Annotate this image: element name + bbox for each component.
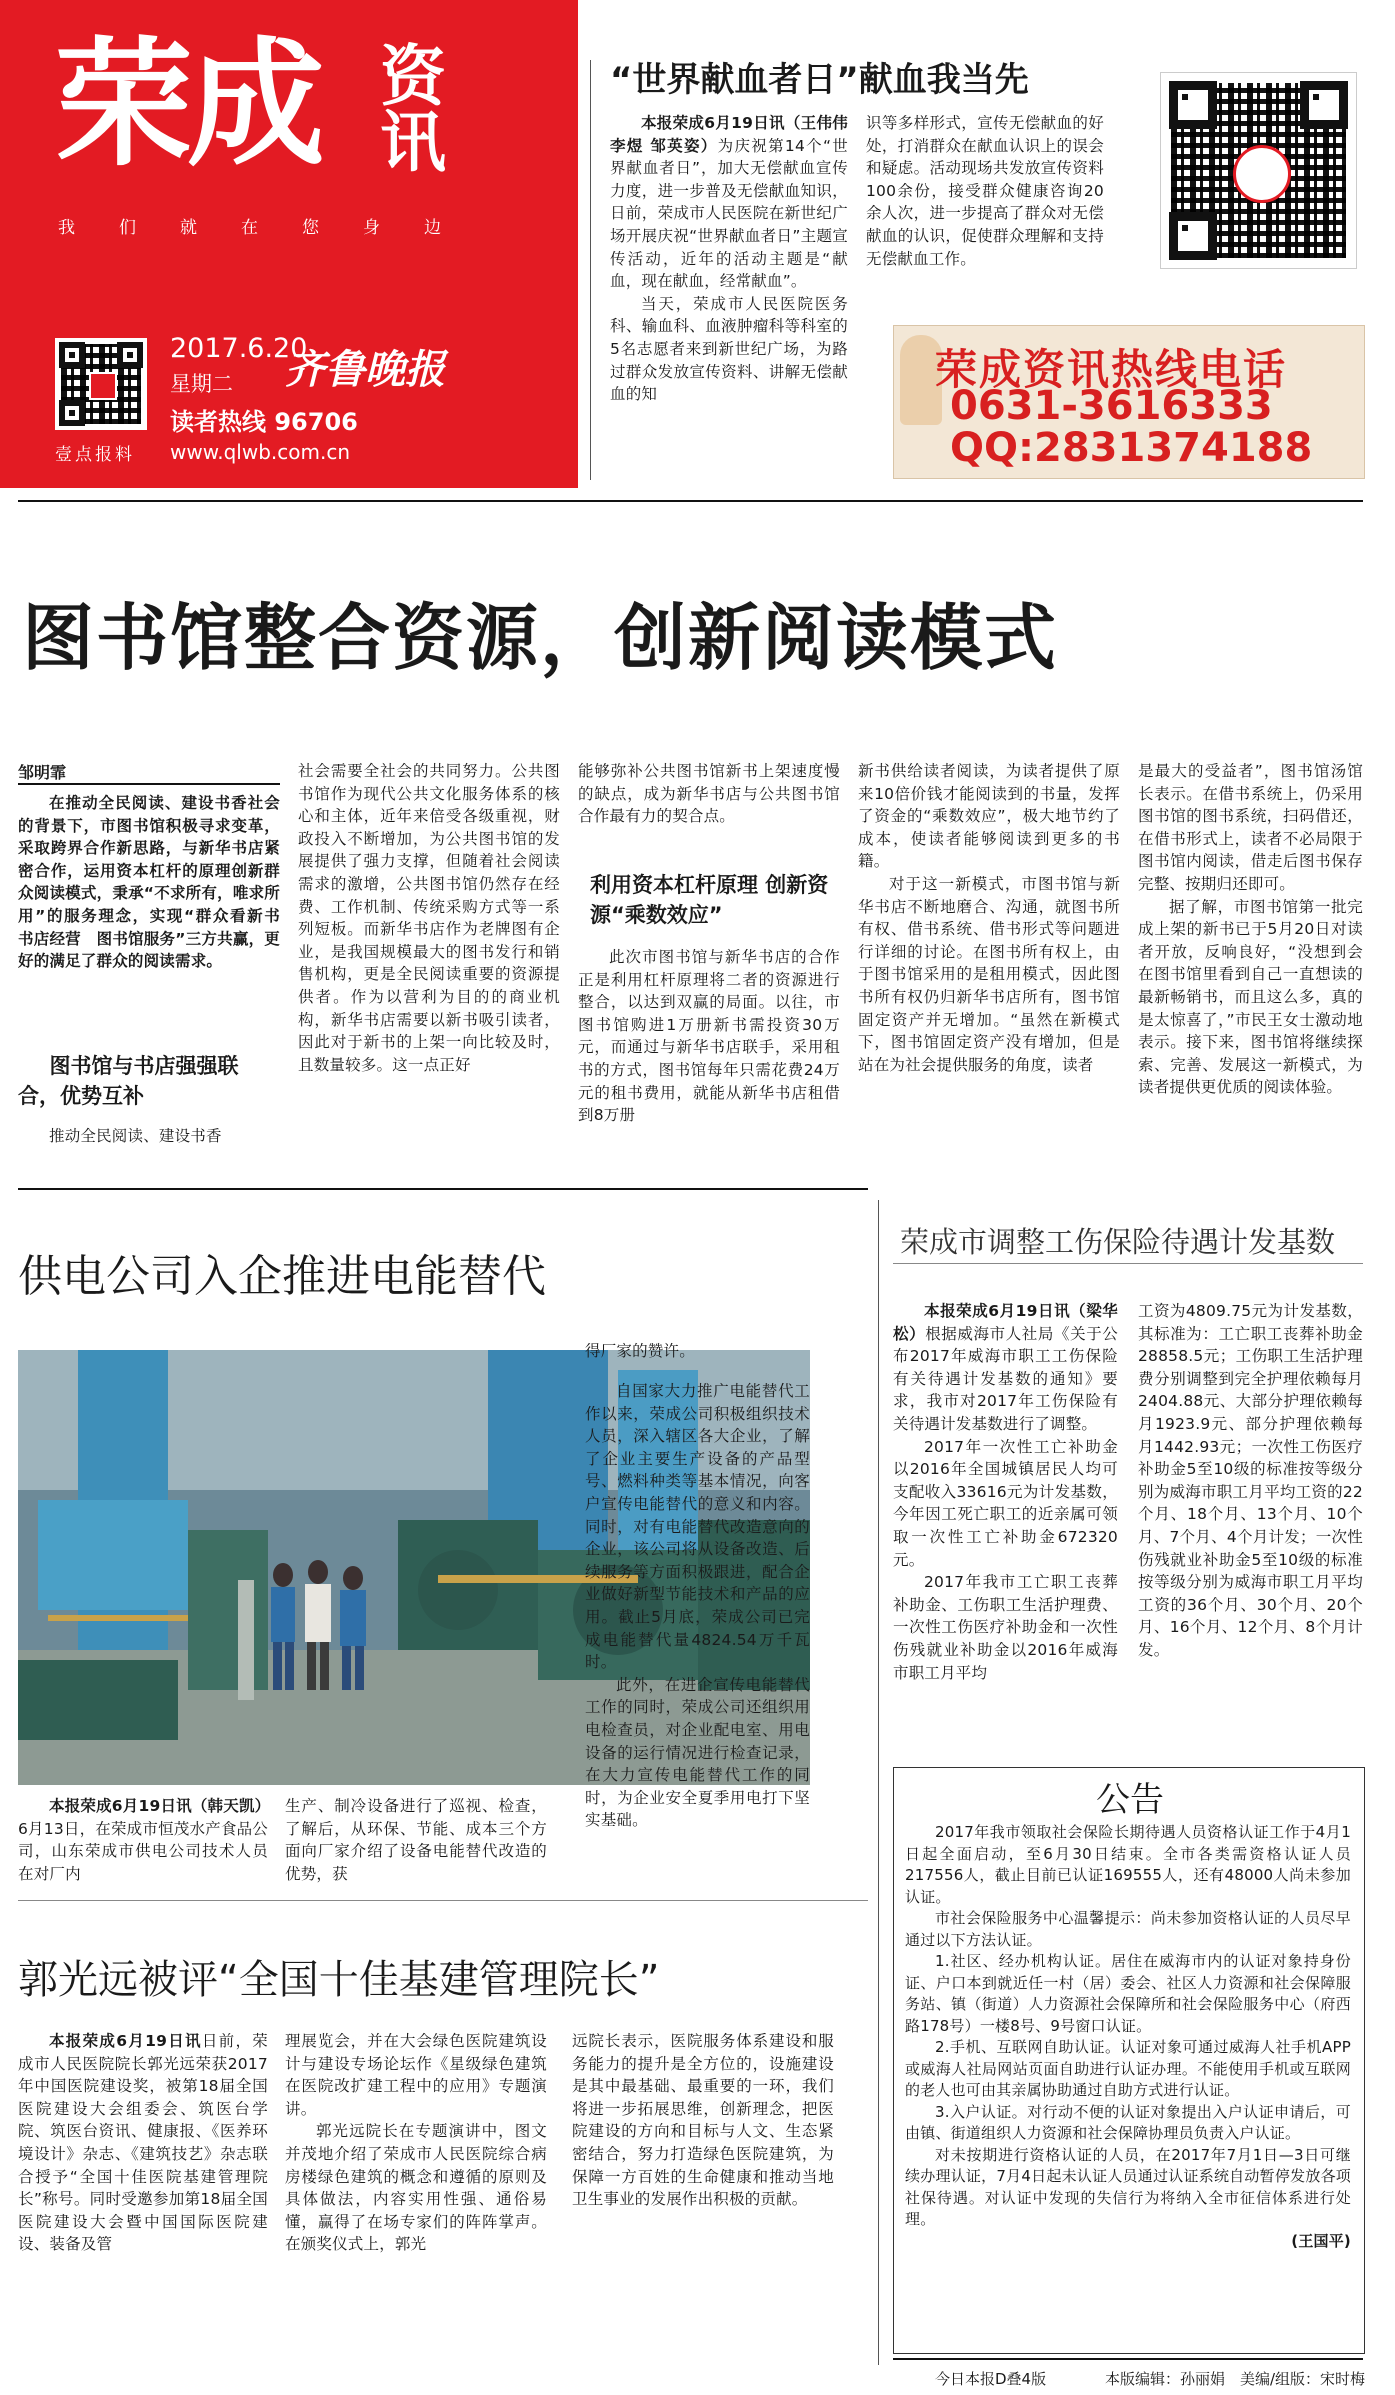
blood-column-2 [866,112,1104,270]
paper-name-logo: 齐鲁晚报 [285,346,445,393]
issue-date: 2017.6.20 [170,333,308,364]
notice-signature: (王国平) [1291,2231,1351,2250]
award-col2-p0: 理展览会，并在大会绿色医院建筑设计与建设专场论坛作《星级绿色建筑在医院改扩建工程中的应用》专题演讲。 [285,2032,547,2118]
author-rule [18,783,280,785]
ad-phone: 0631-3616333 [950,383,1273,429]
injury-lead: 本报荣成6月19日讯（梁华松） [893,1302,1118,1343]
award-col1-text: 日前，荣成市人民医院院长郭光远荣获2017年中国医院建设奖，被第18届全国医院建设大会组委会、筑医台学院、筑医台资讯、健康报、《医养环境设计》杂志、《建筑技艺》杂志联合授予“全国十佳医院基建管理院长”称号。同时受邀参加第18届全国医院建设大会暨中国国际医院建设、装备及管 [18,2032,268,2254]
qr-label: 壹点报料 [55,445,135,465]
award-lead: 本报荣成6月19日讯 [49,2032,202,2050]
ad-qq: QQ:2831374188 [950,425,1313,471]
notice-p5: 3.入户认证。对行动不便的认证对象提出入户认证申请后，可由镇、街道组织人力资源和社会保障协理员负责入户认证。 [905,2102,1351,2142]
logo-main: 荣成 [55,24,320,185]
blood-column-1 [610,112,848,406]
library-column-3b [578,946,840,1127]
award-headline: 郭光远被评“全国十佳基建管理院长” [18,1957,660,2003]
ad-title: 荣成资讯热线电话 [935,345,1288,394]
library-headline: 图书馆整合资源，创新阅读模式 [22,595,1059,680]
library-subhead-2 [590,870,840,930]
award-column-3 [572,2030,834,2211]
power-col3-p0: 得厂家的赞许。 [585,1342,695,1360]
injury-column-2 [1138,1300,1363,1662]
blood-p2: 当天，荣成市人民医院医务科、输血科、血液肿瘤科等科室的5名志愿者来到新世纪广场，为路过群众发放宣传资料、讲解无偿献血的知 [610,294,848,404]
divider [18,1900,868,1901]
column-rule [878,1200,879,2365]
injury-rule [893,1263,1363,1264]
library-col2-text: 社会需要全社会的共同努力。公共图书馆作为现代公共文化服务体系的核心和主体，近年来倍受各级重视，财政投入不断增加，为公共图书馆的发展提供了强力支撑，但随着社会阅读需求的激增，公共图书馆仍然存在经费、工作机制、传统采购方式等一系列短板。而新华书店作为老牌图有企业，是我国规模最大的图书发行和销售机构，更是全民阅读重要的资源提供者。作为以营利为目的的商业机构，新华书店需要以新书吸引读者，因此对于新书的上架一向比较及时，且数量较多。这一点正好 [298,762,560,1074]
library-col5-p0: 是最大的受益者”，图书馆汤馆长表示。在借书系统上，仍采用图书馆的图书系统，扫码借还，在借书形式上，读者不必局限于图书馆内阅读，借走后图书保存完整、按期归还即可。 [1138,762,1363,893]
award-col3-text: 远院长表示，医院服务体系建设和服务能力的提升是全方位的，设施建设是其中最基础、最重要的一环，我们将进一步拓展思维，创新理念，把医院建设的方向和目标与人文、生态紧密结合，努力打造绿色医院建筑，为保障一方百姓的生命健康和推动当地卫生事业的发展作出积极的贡献。 [572,2032,834,2209]
reader-hotline: 读者热线 96706 [170,408,358,436]
website-link[interactable]: www.qlwb.com.cn [170,440,350,464]
divider [18,500,1363,502]
injury-column-1 [893,1300,1118,1684]
slogan: 我们就在您身边 [58,218,485,238]
notice-p4: 2.手机、互联网自助认证。认证对象可通过威海人社手机APP或威海人社局网站页面自助进行认证办理。不能使用手机或互联网的老人也可由其亲属协助通过自助方式进行认证。 [905,2038,1351,2099]
power-headline: 供电公司入企推进电能替代 [18,1251,546,1302]
library-intro-text: 在推动全民阅读、建设书香社会的背景下，市图书馆积极寻求变革，采取跨界合作新思路，与新华书店紧密合作，运用资本杠杆的原理创新群众阅读模式，秉承“不求所有，唯求所用”的服务理念，实现“群众看新书 书店经营 图书馆服务”三方共赢，更好的满足了群众的阅读需求。 [18,794,296,971]
library-subhead-2-text: 利用资本杠杆原理 创新资源“乘数效应” [590,873,829,927]
issue-weekday: 星期二 [170,372,233,396]
blood-p1: 为庆祝第14个“世界献血者日”，加大无偿献血宣传力度，进一步普及无偿献血知识，日前，荣成市人民医院在新世纪广场开展庆祝“世界献血者日”主题宣传活动，近年的活动主题是“献血，现在献血，经常献血”。 [610,136,848,291]
column-rule [590,60,591,480]
power-col2-text: 生产、制冷设备进行了巡视、检查，了解后，从环保、节能、成本三个方面向厂家介绍了设备电能替代改造的优势，获 [285,1797,547,1883]
power-col1-text: 6月13日，在荣成市恒茂水产食品公司，山东荣成市供电公司技术人员在对厂内 [18,1819,268,1883]
power-col3-p2: 此外，在进企宣传电能替代工作的同时，荣成公司还组织用电检查员，对企业配电室、用电设备的运行情况进行检查记录，在大力宣传电能替代工作的同时，为企业安全夏季用电打下坚实基础。 [585,1675,810,1830]
power-column-3-top [585,1340,810,1363]
library-column-3 [578,760,840,828]
library-author: 邹明霏 [18,763,67,782]
library-col4-p1: 对于这一新模式，市图书馆与新华书店不断地磨合、沟通，就图书所有权、借书系统、借书形式等问题进行详细的讨论。在图书所有权上，由于图书馆采用的是租用模式，因此图书所有权仍归新华书店所有，图书馆固定资产并无增加。“虽然在新模式下，图书馆固定资产没有增加，但是站在为社会提供服务的角度，读者 [858,874,1120,1074]
injury-col2-text: 工资为4809.75元为计发基数，其标准为：工亡职工丧葬补助金28858.5元；工伤职工生活护理费分别调整到完全护理依赖每月2404.88元、大部分护理依赖每月1923.9元、部分护理依赖每月1442.93元；一次性工伤医疗补助金5至10级的标准按等级分别为威海市职工月平均工资的22个月、18个月、13个月、10个月、7个月、4个月计发；一次性伤残就业补助金5至10级的标准按等级分别为威海市职工月平均工资的36个月、30个月、20个月、16个月、12个月、8个月计发。 [1138,1302,1363,1659]
award-col2-p1: 郭光远院长在专题演讲中，图文并茂地介绍了荣成市人民医院综合病房楼绿色建筑的概念和遵循的原则及具体做法，内容实用性强、通俗易懂，赢得了在场专家们的阵阵掌声。在颁奖仪式上，郭光 [285,2122,547,2254]
library-intro [18,792,296,973]
footer-design: 美编/组版：宋时梅 [1240,2370,1366,2388]
injury-p2: 2017年一次性工亡补助金以2016年全国城镇居民人均可支配收入33616元为计发基数，今年因工死亡职工的近亲属可领取一次性工亡补助金672320元。 [893,1437,1118,1569]
library-col1-p1: 推动全民阅读、建设书香 [49,1127,222,1145]
top-qr-code-icon [1160,72,1357,269]
power-column-2 [285,1795,547,1885]
power-lead: 本报荣成6月19日讯（韩天凯） [49,1797,271,1815]
library-col4-p0: 新书供给读者阅读，为读者提供了原来10倍价钱才能阅读到的书量，发挥了资金的“乘数效应”，极大地节约了成本，使读者能够阅读到更多的书籍。 [858,762,1120,871]
injury-p1: 根据威海市人社局《关于公布2017年威海市职工工伤保险有关待遇计发基数的通知》要求，我市对2017年工伤保险有关待遇计发基数进行了调整。 [893,1324,1118,1433]
notice-p3: 1.社区、经办机构认证。居住在威海市内的认证对象持身份证、户口本到就近任一村（居）委会、社区人力资源和社会保障服务站、镇（街道）人力资源社会保障所和社会保险服务中心（府西路178号）一楼8号、9号窗口认证。 [905,1952,1351,2035]
notice-title: 公告 [1096,1780,1164,1820]
notice-body [905,1822,1351,2252]
power-column-1 [18,1795,271,1885]
footer-editor: 本版编辑：孙丽娟 [1105,2370,1226,2388]
divider [18,1188,868,1190]
award-column-2 [285,2030,547,2256]
library-column-5 [1138,760,1363,1099]
award-column-1 [18,2030,268,2256]
injury-headline: 荣成市调整工伤保险待遇计发基数 [900,1225,1336,1259]
notice-p6: 对未按期进行资格认证的人员，在2017年7月1日—3日可继续办理认证，7月4日起未认证人员通过认证系统自动暂停发放各项社保待遇。对认证中发现的失信行为将纳入全市征信体系进行处理。 [905,2145,1351,2228]
library-col3-p1: 此次市图书馆与新华书店的合作正是利用杠杆原理将二者的资源进行整合，以达到双赢的局面。以往，市图书馆购进1万册新书需投资30万元，而通过与新华书店联手，采用租书的方式，图书馆每年只需花费24万元的租书费用，就能从新华书店租借到8万册 [578,948,840,1125]
footer-pages: 今日本报D叠4版 [935,2370,1047,2388]
blood-p3: 识等多样形式，宣传无偿献血的好处，打消群众在献血认识上的误会和疑虑。活动现场共发放宣传资料100余份，接受群众健康咨询20余人次，进一步提高了群众对无偿献血的认识，促使群众理解和支持无偿献血工作。 [866,114,1104,268]
power-column-3 [585,1380,810,1832]
logo-side: 资讯 [380,38,446,181]
qr-code-icon [55,338,147,430]
library-column-2 [298,760,560,1076]
library-col3-p0: 能够弥补公共图书馆新书上架速度慢的缺点，成为新华书店与公共图书馆合作最有力的契合点。 [578,762,840,826]
notice-p2: 市社会保险服务中心温馨提示：尚未参加资格认证的人员尽早通过以下方法认证。 [905,1909,1351,1949]
blood-lead: 本报荣成6月19日讯（王伟伟 李煜 邹英姿） [610,114,848,155]
injury-p3: 2017年我市工亡职工丧葬补助金、工伤职工生活护理费、一次性工伤医疗补助金和一次性伤残就业补助金以2016年威海市职工月平均 [893,1573,1118,1682]
notice-p1: 2017年我市领取社会保险长期待遇人员资格认证工作于4月1日起全面启动，至6月30日结束。全市各类需资格认证人员217556人，截止目前已认证169555人，还有48000人尚未参加认证。 [905,1823,1351,1906]
library-subhead-1 [18,1051,280,1111]
library-column-4 [858,760,1120,1076]
blood-headline: “世界献血者日”献血我当先 [610,60,1029,100]
library-col5-p1: 据了解，市图书馆第一批完成上架的新书已于5月20日对读者开放，反响良好，“没想到会在图书馆里看到自己一直想读的最新畅销书，而且这么多，真的是太惊喜了，”市民王女士激动地表示。接下来，图书馆将继续探索、完善、发展这一新模式，为读者提供更优质的阅读体验。 [1138,897,1363,1097]
power-col3-p1: 自国家大力推广电能替代工作以来，荣成公司积极组织技术人员，深入辖区各大企业，了解了企业主要生产设备的产品型号、燃料种类等基本情况，向客户宣传电能替代的意义和内容。同时，对有电能替代改造意向的企业，该公司将从设备改造、后续服务等方面积极跟进，配合企业做好新型节能技术和产品的应用。截止5月底，荣成公司已完成电能替代量4824.54万千瓦时。 [585,1382,810,1672]
library-subhead-1-text: 图书馆与书店强强联合，优势互补 [18,1054,239,1108]
footer-rule [893,2358,1363,2360]
library-column-1 [18,1125,280,1148]
